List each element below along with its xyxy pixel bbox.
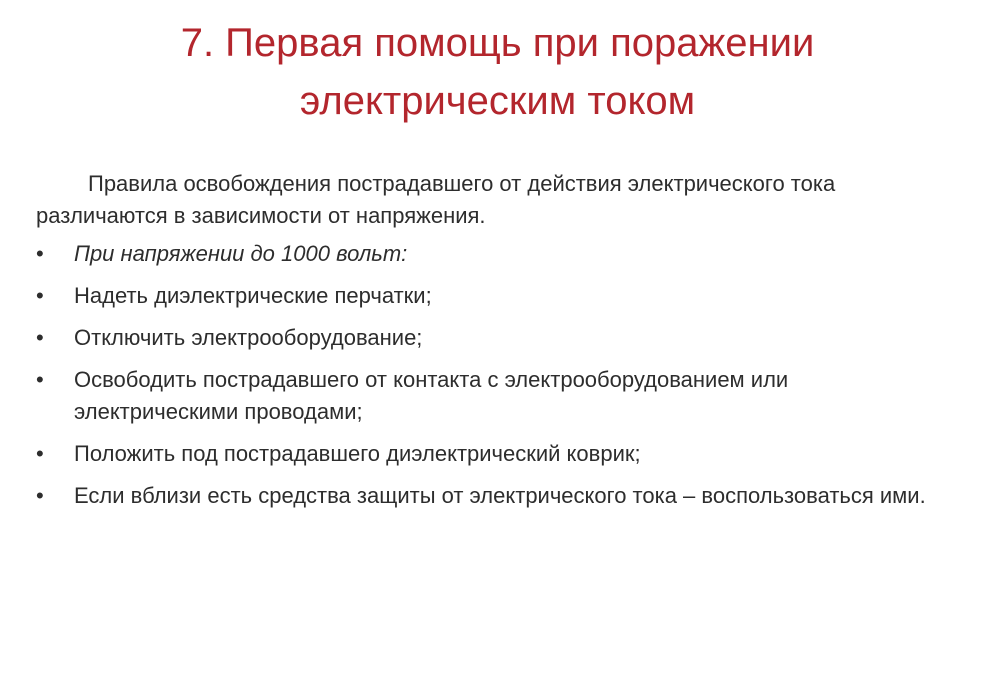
bullet-list: [36, 238, 936, 512]
slide-title-line-1: 7. Первая помощь при поражении: [180, 21, 815, 65]
slide-title-line-2: электрическим током: [299, 79, 696, 123]
bullet-text: Если вблизи есть средства защиты от электрического тока – воспользоваться ими.: [74, 483, 926, 508]
bullet-icon: •: [36, 241, 44, 266]
bullet-item-disconnect: [36, 322, 936, 354]
bullet-text: Положить под пострадавшего диэлектрический коврик;: [74, 441, 641, 466]
bullet-text: Отключить электрооборудование;: [74, 325, 423, 350]
bullet-item-voltage-condition: [36, 238, 936, 270]
bullet-icon: •: [36, 283, 44, 308]
bullet-icon: •: [36, 367, 44, 392]
bullet-item-mat: [36, 438, 936, 470]
intro-paragraph: Правила освобождения пострадавшего от действия электрического тока различаются в зависимости от напряжения.: [36, 171, 836, 228]
bullet-text: Освободить пострадавшего от контакта с электрооборудованием или электрическими проводами;: [74, 367, 789, 424]
bullet-text: Надеть диэлектрические перчатки;: [74, 283, 432, 308]
bullet-text: При напряжении до 1000 вольт:: [74, 241, 408, 266]
bullet-icon: •: [36, 325, 44, 350]
bullet-item-free-victim: [36, 364, 936, 428]
slide-content: [36, 168, 936, 522]
bullet-item-gloves: [36, 280, 936, 312]
bullet-icon: •: [36, 483, 44, 508]
slide-title: [40, 14, 955, 130]
bullet-icon: •: [36, 441, 44, 466]
bullet-item-protection: [36, 480, 936, 512]
